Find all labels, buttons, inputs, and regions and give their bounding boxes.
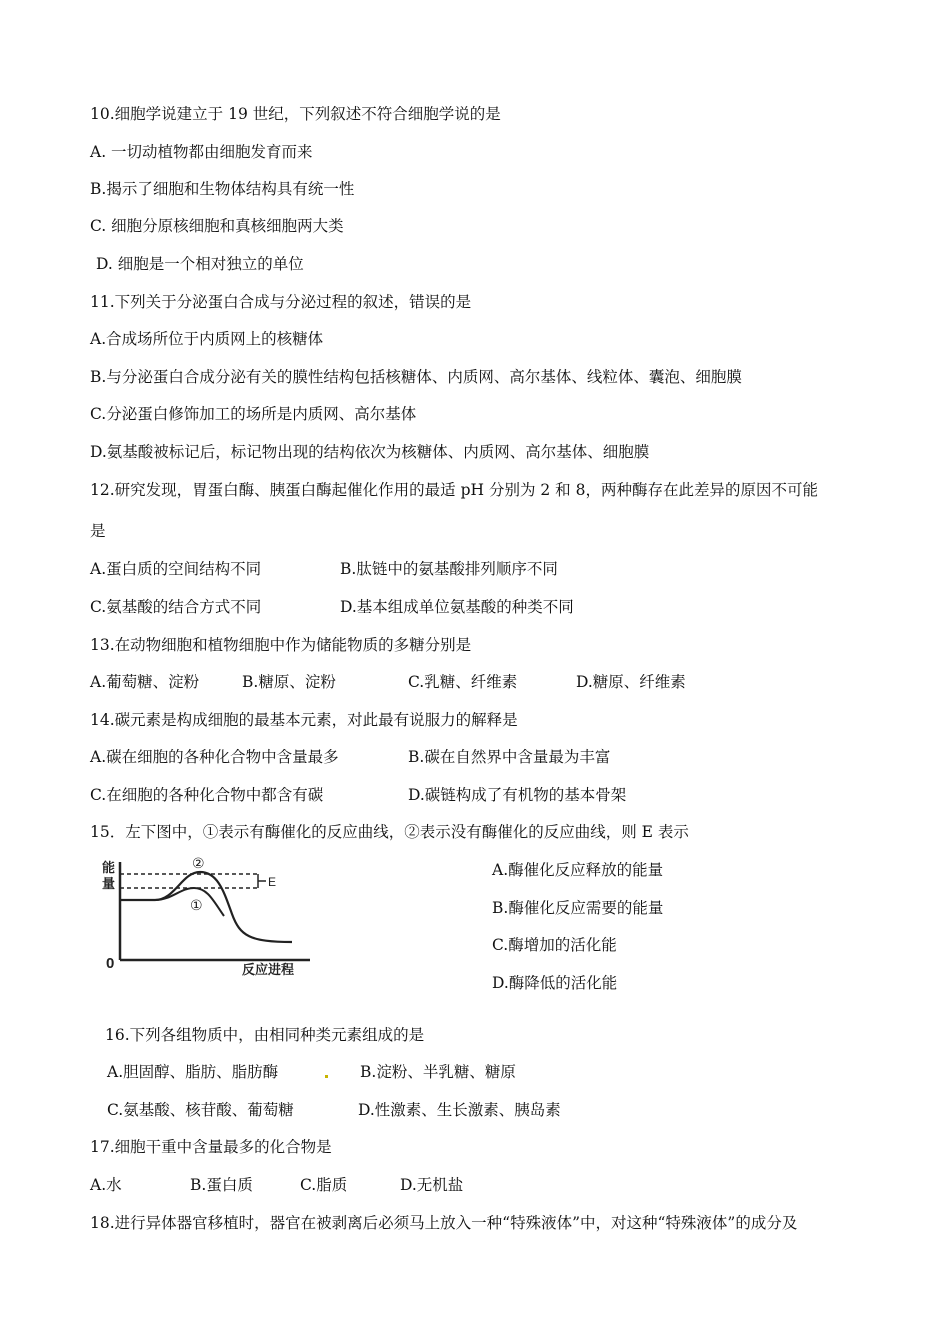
q16-stem: 16.下列各组物质中，由相同种类元素组成的是 [105,1026,425,1044]
q16-option-a: A.胆固醇、脂肪、脂肪酶 [107,1063,279,1081]
q14-option-d: D.碳链构成了有机物的基本骨架 [408,786,627,804]
q11-stem: 11.下列关于分泌蛋白合成与分泌过程的叙述，错误的是 [90,293,472,311]
q11-option-d: D.氨基酸被标记后，标记物出现的结构依次为核糖体、内质网、高尔基体、细胞膜 [90,443,650,461]
q17-option-c: C.脂质 [300,1176,348,1194]
q14-option-c: C.在细胞的各种化合物中都含有碳 [90,786,324,804]
origin-label: 0 [106,955,115,972]
q11-option-c: C.分泌蛋白修饰加工的场所是内质网、高尔基体 [90,405,417,423]
q17-option-b: B.蛋白质 [190,1176,253,1194]
q18-stem: 18.进行异体器官移植时，器官在被剥离后必须马上放入一种“特殊液体”中，对这种“特殊液体”的成分及 [90,1214,798,1232]
energy-reaction-diagram [100,852,340,978]
q17-option-a: A.水 [90,1176,122,1194]
x-axis-label: 反应进程 [242,962,295,977]
q15-option-d: D.酶降低的活化能 [492,974,618,992]
q12-option-b: B.肽链中的氨基酸排列顺序不同 [340,560,558,578]
q13-option-b: B.糖原、淀粉 [242,673,336,691]
q14-stem: 14.碳元素是构成细胞的最基本元素，对此最有说服力的解释是 [90,711,518,729]
q10-option-d: D. 细胞是一个相对独立的单位 [96,255,304,273]
q13-option-c: C.乳糖、纤维素 [408,673,518,691]
q10-stem: 10.细胞学说建立于 19 世纪，下列叙述不符合细胞学说的是 [90,105,501,123]
y-axis-label-top: 能 [102,860,116,875]
q13-option-d: D.糖原、纤维素 [576,673,686,691]
q17-stem: 17.细胞干重中含量最多的化合物是 [90,1138,332,1156]
q10-option-b: B.揭示了细胞和生物体结构具有统一性 [90,180,355,198]
q15-option-c: C.酶增加的活化能 [492,936,617,954]
q17-option-d: D.无机盐 [400,1176,464,1194]
y-axis-label-bottom: 量 [102,876,116,891]
gap-label: E [268,875,277,889]
curve-2 [120,872,292,942]
q13-stem: 13.在动物细胞和植物细胞中作为储能物质的多糖分别是 [90,636,472,654]
stray-dot [325,1075,328,1078]
q13-option-a: A.葡萄糖、淀粉 [90,673,200,691]
q15-stem: 15．左下图中，①表示有酶催化的反应曲线，②表示没有酶催化的反应曲线，则 E 表示 [90,823,689,841]
curve-1-marker: ① [190,898,203,914]
q12-option-a: A.蛋白质的空间结构不同 [90,560,262,578]
q15-option-b: B.酶催化反应需要的能量 [492,899,664,917]
q12-stem: 12.研究发现，胃蛋白酶、胰蛋白酶起催化作用的最适 pH 分别为 2 和 8，两种酶存在此差异的原因不可能 [90,481,818,499]
q10-option-a: A. 一切动植物都由细胞发育而来 [90,143,313,161]
q12-option-d: D.基本组成单位氨基酸的种类不同 [340,598,574,616]
q11-option-a: A.合成场所位于内质网上的核糖体 [90,330,324,348]
q12-stem-continued: 是 [90,522,106,540]
q16-option-b: B.淀粉、半乳糖、糖原 [360,1063,516,1081]
q15-option-a: A.酶催化反应释放的能量 [492,861,664,879]
q14-option-b: B.碳在自然界中含量最为丰富 [408,748,611,766]
q14-option-a: A.碳在细胞的各种化合物中含量最多 [90,748,339,766]
curve-2-marker: ② [192,856,205,872]
q10-option-c: C. 细胞分原核细胞和真核细胞两大类 [90,217,344,235]
q11-option-b: B.与分泌蛋白合成分泌有关的膜性结构包括核糖体、内质网、高尔基体、线粒体、囊泡、细胞膜 [90,368,742,386]
q12-option-c: C.氨基酸的结合方式不同 [90,598,262,616]
q16-option-d: D.性激素、生长激素、胰岛素 [358,1101,561,1119]
q16-option-c: C.氨基酸、核苷酸、葡萄糖 [107,1101,294,1119]
